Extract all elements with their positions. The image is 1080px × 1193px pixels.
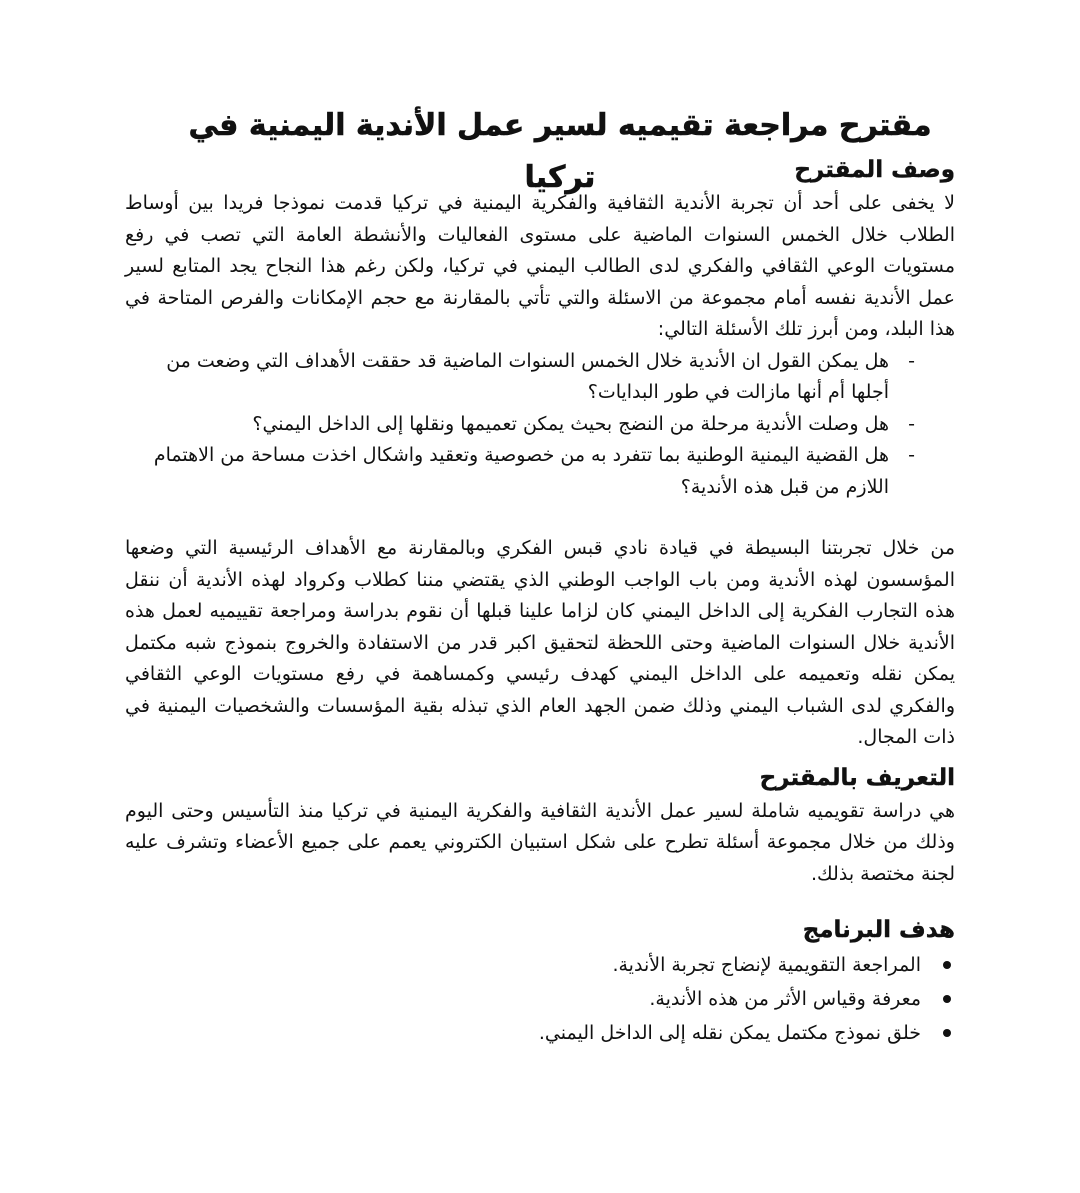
dash-marker: - — [908, 412, 915, 435]
goal-list — [125, 948, 955, 1050]
definition-body: هي دراسة تقويميه شاملة لسير عمل الأندية الثقافية والفكرية اليمنية في تركيا منذ التأسيس وحتى اليوم وذلك من خلال مجموعة أسئلة تطرح على شكل استبيان الكتروني يعمم على جميع الأعضاء وتشرف عليه لجنة مختصة بذلك. — [125, 799, 955, 885]
goal-heading: هدف البرنامج — [802, 917, 955, 943]
bullet-icon — [943, 995, 951, 1003]
question-item — [125, 409, 955, 441]
question-text: هل يمكن القول ان الأندية خلال الخمس السنوات الماضية قد حققت الأهداف التي وضعت من أجلها أم أنها مازالت في طور البدايات؟ — [166, 349, 889, 403]
dash-marker: - — [908, 349, 915, 372]
questions-list — [125, 346, 955, 504]
definition-heading: التعريف بالمقترح — [759, 764, 955, 791]
goal-text: معرفة وقياس الأثر من هذه الأندية. — [649, 988, 921, 1010]
question-text: هل وصلت الأندية مرحلة من النضج بحيث يمكن تعميمها ونقلها إلى الداخل اليمني؟ — [252, 412, 889, 435]
spacer — [125, 503, 955, 533]
question-text: هل القضية اليمنية الوطنية بما تتفرد به من خصوصية وتعقيد واشكال اخذت مساحة من الاهتمام اللازم من قبل هذه الأندية؟ — [153, 444, 889, 498]
bullet-icon — [943, 1029, 951, 1037]
spacer — [125, 890, 955, 912]
question-item — [125, 346, 955, 409]
goal-item — [125, 982, 955, 1016]
goal-text: خلق نموذج مكتمل يمكن نقله إلى الداخل اليمني. — [538, 1022, 921, 1044]
description-heading: وصف المقترح — [794, 157, 955, 183]
document-page — [125, 100, 955, 1050]
document-title: مقترح مراجعة تقيميه لسير عمل الأندية اليمنية في تركيا — [188, 108, 932, 195]
goal-text: المراجعة التقويمية لإنضاج تجربة الأندية. — [612, 954, 921, 976]
goal-item — [125, 1016, 955, 1050]
question-item — [125, 440, 955, 503]
bullet-icon — [943, 961, 951, 969]
dash-marker: - — [908, 444, 915, 466]
goal-item — [125, 948, 955, 982]
description-intro: لا يخفى على أحد أن تجربة الأندية الثقافية والفكرية اليمنية في تركيا قدمت نموذجا فريدا بين أوساط الطلاب خلال الخمس السنوات الماضية على مستوى الفعاليات والأنشطة العامة التي تصب في رفع مستويات الوعي الثقافي والفكري لدى الطالب اليمني في تركيا، ولكن رغم هذا النجاح يجد المتابع لسير عمل الأندية نفسه أمام مجموعة من الاسئلة والتي تأتي بالمقارنة مع حجم الإمكانات والفرص المتاحة في هذا البلد، ومن أبرز تلك الأسئلة التالي: — [125, 192, 955, 340]
description-body: من خلال تجربتنا البسيطة في قيادة نادي قبس الفكري وبالمقارنة مع الأهداف الرئيسية التي وضعها المؤسسون لهذه الأندية ومن باب الواجب الوطني الذي يقتضي مننا كطلاب وكرواد لهذه الأندية أن ننقل هذه التجارب الفكرية إلى الداخل اليمني كان لزاما علينا قبلها أن نقوم بدراسة ومراجعة تقييميه لعمل هذه الأندية خلال السنوات الماضية وحتى اللحظة لتحقيق اكبر قدر من الاستفادة والخروج بنموذج شبه مكتمل يمكن نقله وتعميمه على الداخل اليمني كهدف رئيسي وكمساهمة في رفع مستويات الوعي الثقافي والفكري لدى الشباب اليمني وذلك ضمن الجهد العام الذي تبذله بقية المؤسسات والشخصيات اليمنية في ذات المجال. — [125, 537, 955, 748]
